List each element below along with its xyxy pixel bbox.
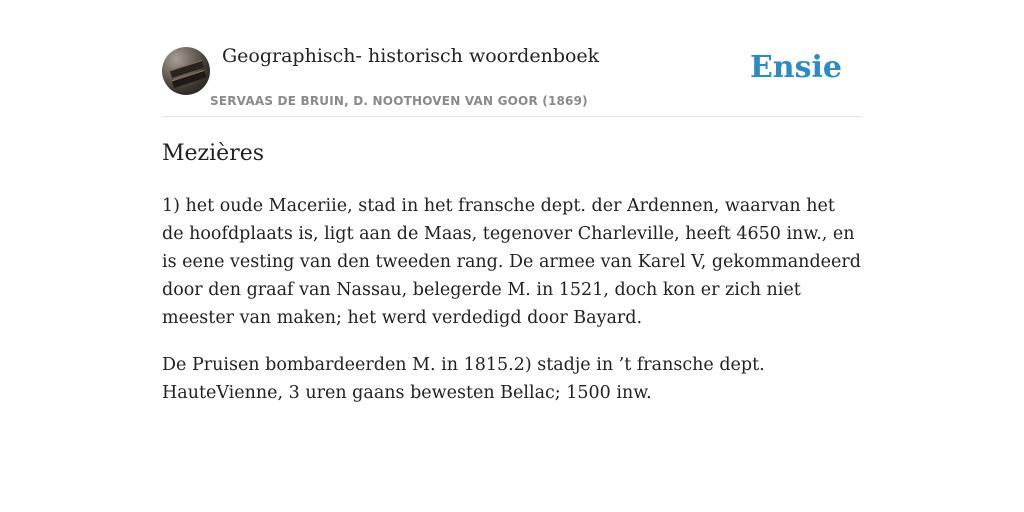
book-cover-avatar[interactable] [162,47,210,95]
book-title[interactable]: Geographisch- historisch woordenboek [222,45,600,67]
entry-paragraph: 1) het oude Maceriie, stad in het fransche dept. der Ardennen, waarvan het de hoofdplaats is, ligt aan de Maas, tegenover Charleville, heeft 4650 inw., en is eene vesting van den tweeden rang. De armee van Karel V, gekommandeerd door den graaf van Nassau, belegerde M. in 1521, doch kon er zich niet meester van maken; het werd verdedigd door Bayard. [162,196,861,328]
brand-logo[interactable]: Ensie [749,50,842,85]
entry-title: Mezières [162,141,265,166]
page-container [162,0,862,403]
entry-content [162,192,862,426]
book-authors-year: SERVAAS DE BRUIN, D. NOOTHOVEN VAN GOOR (1869) [210,94,588,108]
book-header [162,0,862,117]
entry-paragraph: De Pruisen bombardeerden M. in 1815.2) stadje in ’t fransche dept. HauteVienne, 3 uren gaans bewesten Bellac; 1500 inw. [162,355,765,403]
